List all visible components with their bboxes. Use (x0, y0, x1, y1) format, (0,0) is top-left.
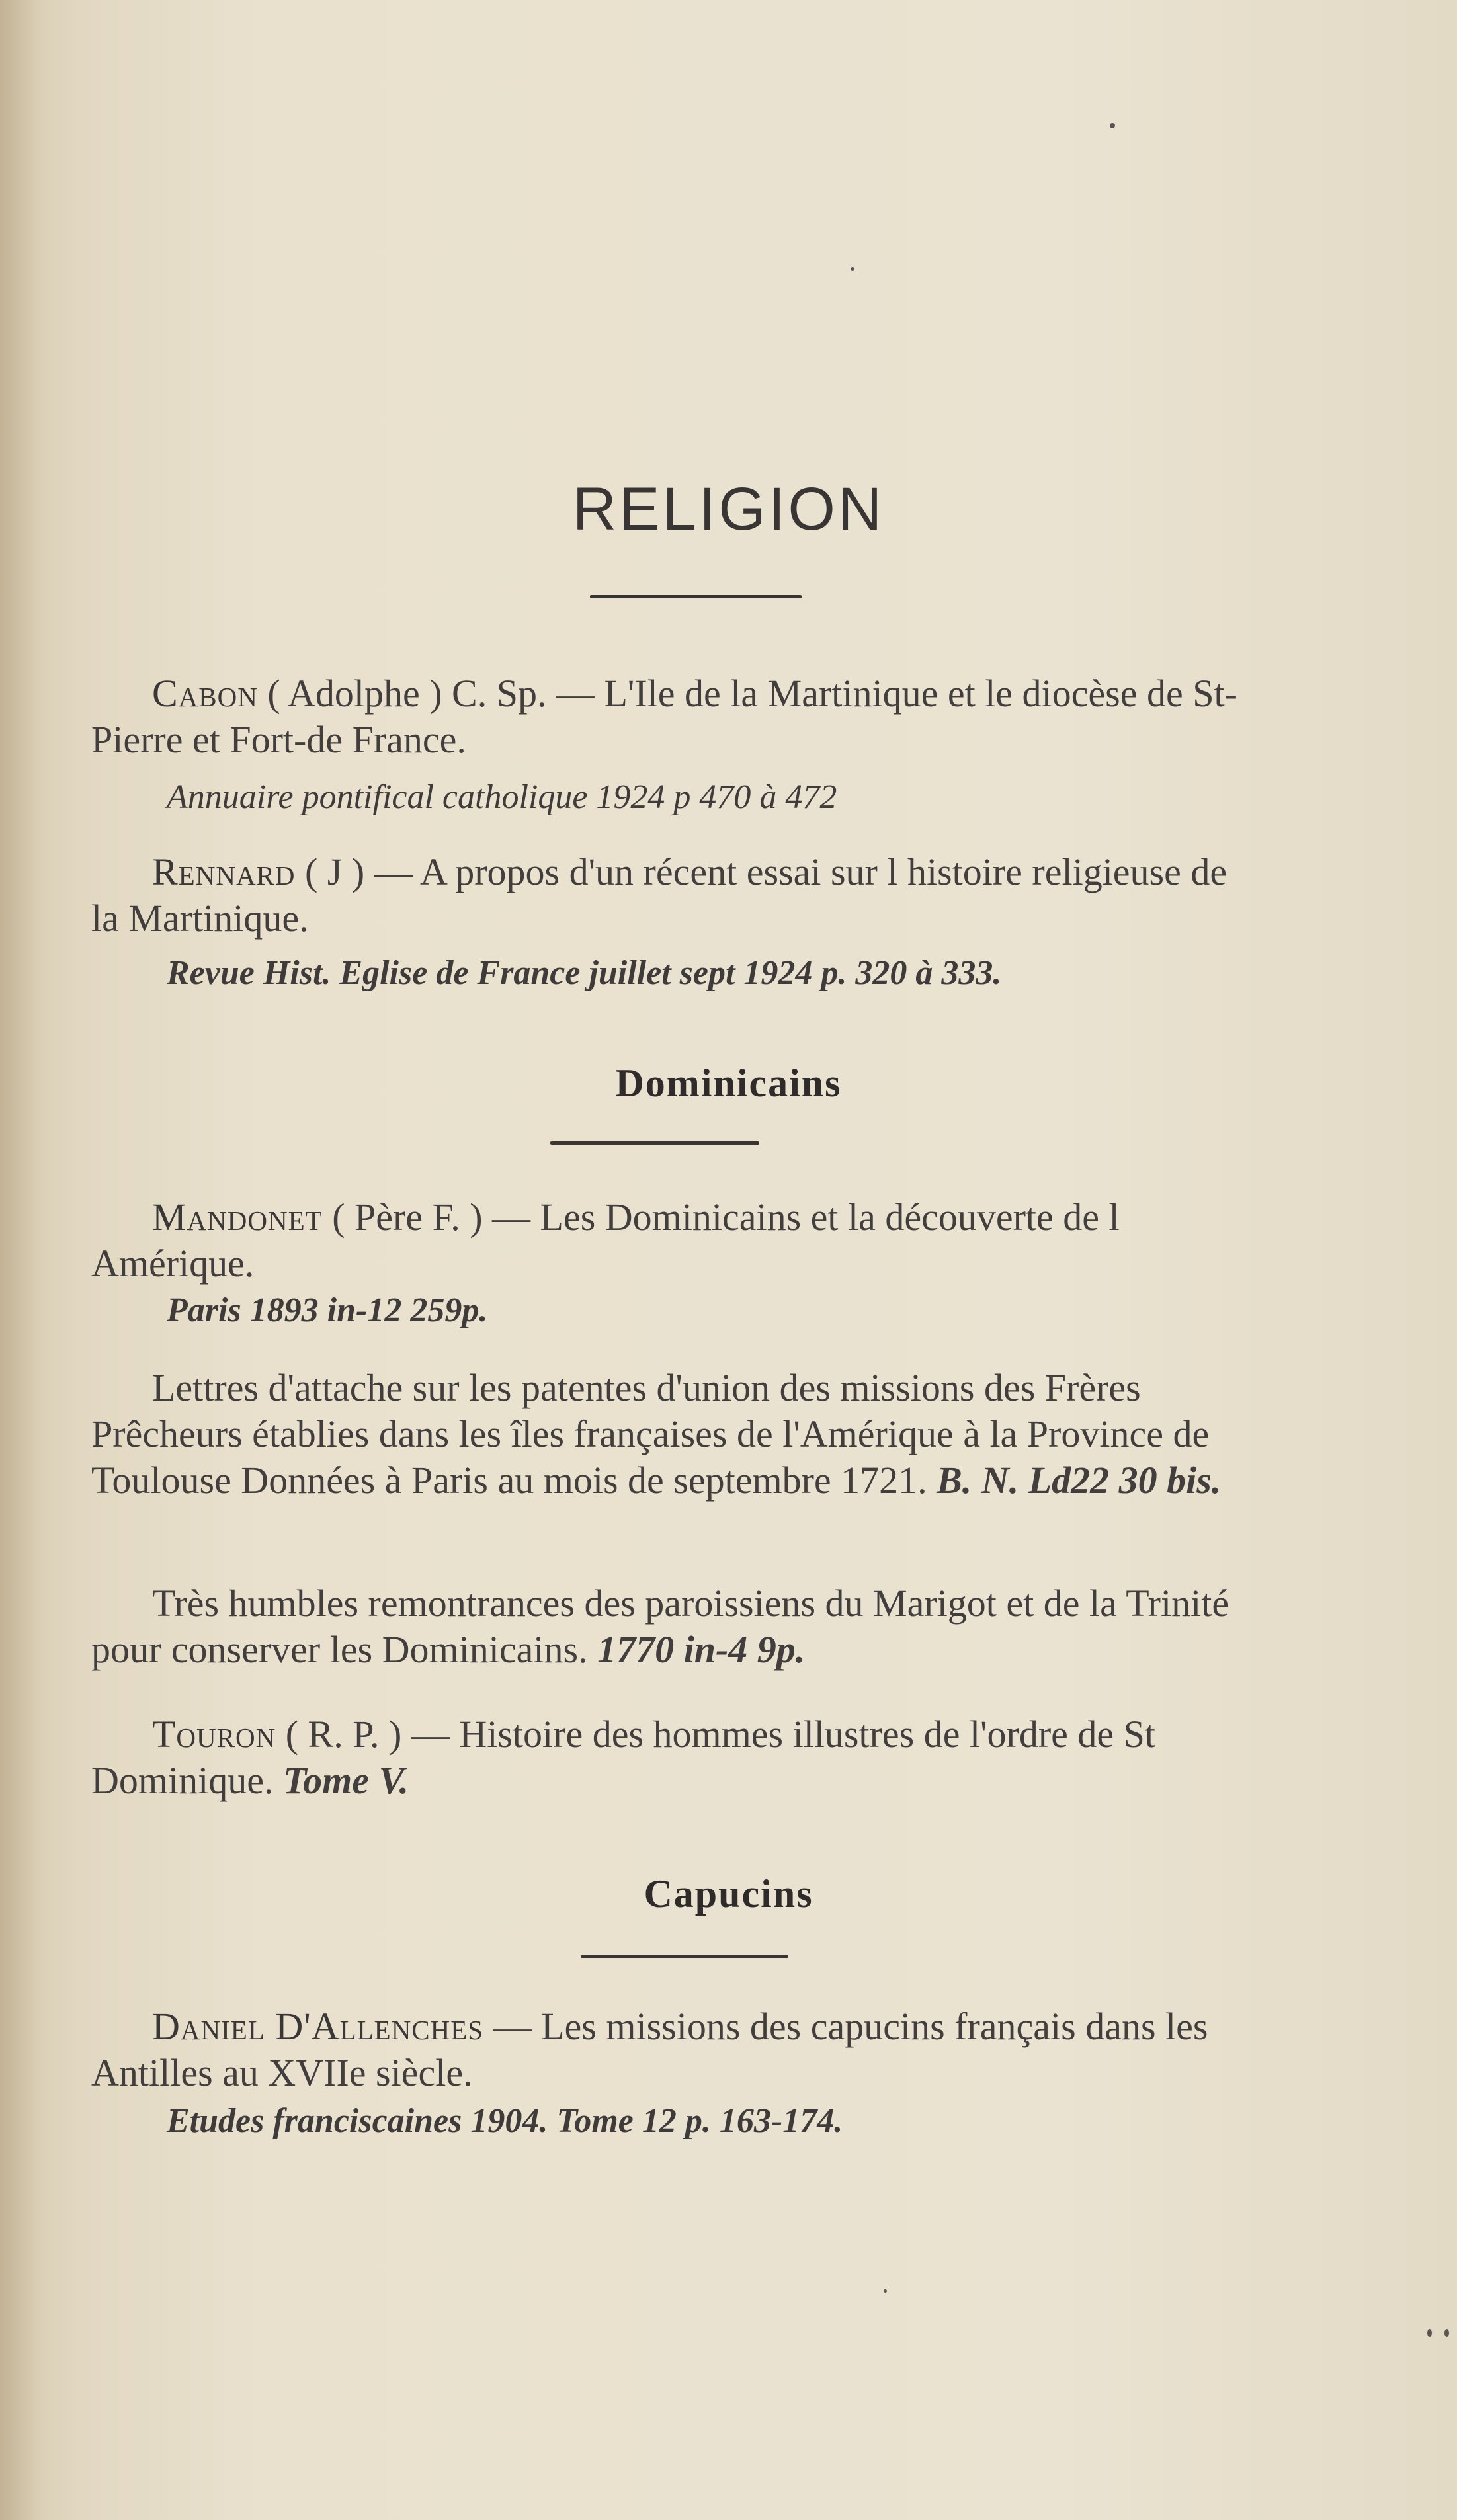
entry-text: ( Adolphe ) C. Sp. — L'Ile de la Martinique et le diocèse de St-Pierre et Fort-de France. (91, 672, 1237, 761)
entry-author: Daniel D'Allenches (152, 2005, 484, 2048)
entry-author: Cabon (152, 672, 258, 715)
entry-author: Mandonet (152, 1196, 323, 1239)
entry-reference: B. N. Ld22 30 bis. (927, 1459, 1222, 1502)
entry-reference: Tome V. (273, 1759, 409, 1802)
heading-rule (590, 595, 802, 598)
entry-text: Très humbles remontrances des paroissiens du Marigot et de la Trinité pour conserver les Dominicains. (91, 1582, 1229, 1671)
paper-speck (851, 267, 854, 271)
section-heading-religion: RELIGION (572, 475, 885, 543)
entry-lettres (91, 1365, 1262, 1504)
entry-reference: Paris 1893 in-12 259p. (167, 1291, 488, 1329)
entry-remontrances (91, 1580, 1262, 1673)
entry-text: ( Père F. ) — Les Dominicains et la découverte de l Amérique. (91, 1196, 1120, 1285)
heading-rule (550, 1141, 759, 1145)
entry-text: ( J ) — A propos d'un récent essai sur l histoire religieuse de la Martinique. (91, 850, 1228, 940)
entry-text: ( R. P. ) — Histoire des hommes illustres de l'ordre de St Dominique. (91, 1713, 1156, 1802)
paper-speck (1110, 123, 1115, 128)
entry-reference: Revue Hist. Eglise de France juillet sept 1924 p. 320 à 333. (167, 954, 1002, 992)
entry-touron (91, 1711, 1262, 1804)
entry-allenches (91, 2004, 1262, 2096)
entry-author: Touron (152, 1713, 276, 1756)
section-heading-capucins: Capucins (644, 1872, 813, 1916)
paper-speck (884, 2289, 887, 2293)
paper-speck (1444, 2329, 1449, 2337)
paper-speck (1427, 2329, 1432, 2337)
entry-text: — Les missions des capucins français dans les Antilles au XVIIe siècle. (91, 2005, 1208, 2094)
entry-mandonet (91, 1194, 1262, 1287)
entry-text: Lettres d'attache sur les patentes d'union des missions des Frères Prêcheurs établies dans les îles françaises de l'Amérique à la Province de Toulouse Données à Paris au mois de septembre 1721. (91, 1366, 1210, 1502)
entry-reference: Annuaire pontifical catholique 1924 p 470 à 472 (167, 778, 837, 816)
heading-rule (581, 1955, 788, 1958)
entry-rennard (91, 849, 1262, 942)
entry-author: Rennard (152, 850, 296, 893)
section-heading-dominicains: Dominicains (615, 1061, 842, 1105)
entry-reference: Etudes franciscaines 1904. Tome 12 p. 163-174. (167, 2102, 843, 2140)
entry-reference: 1770 in-4 9p. (587, 1628, 806, 1671)
entry-cabon (91, 671, 1262, 763)
